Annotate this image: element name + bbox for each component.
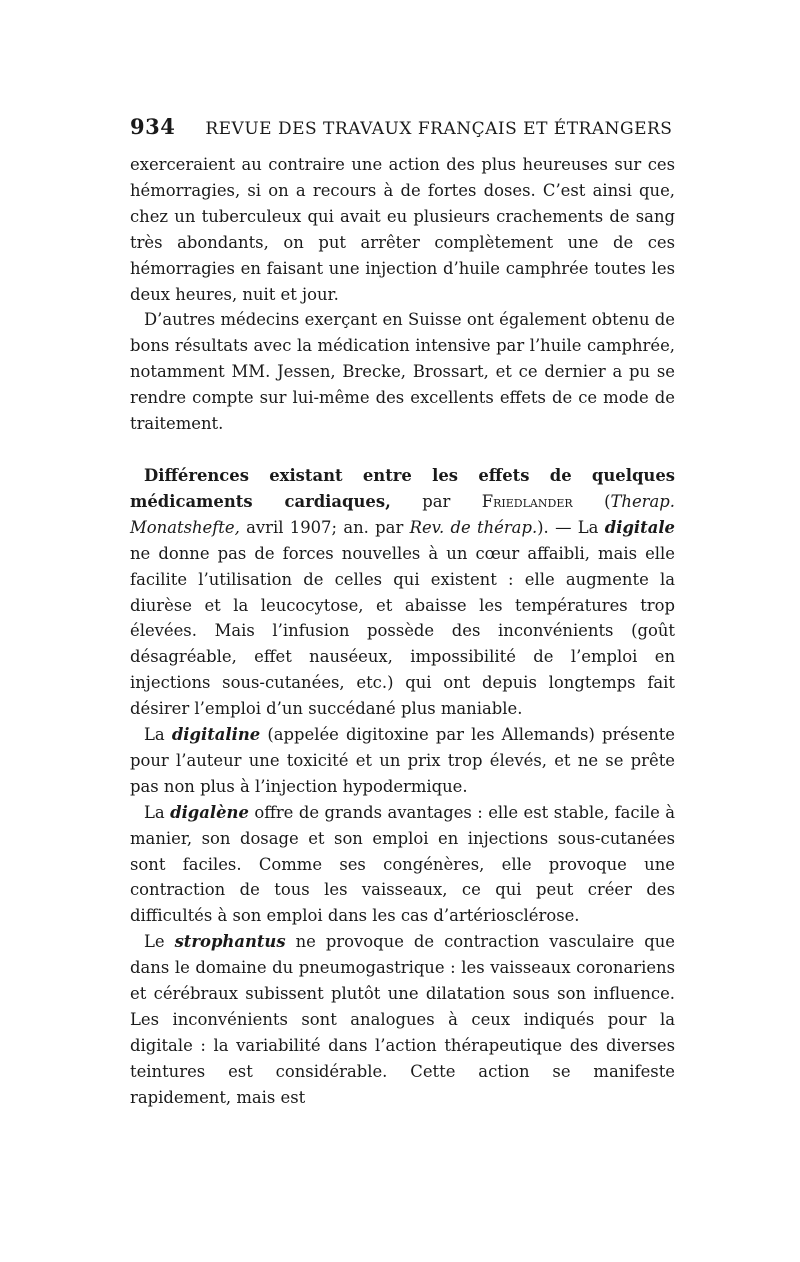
- paragraph-text: ne provoque de contraction vasculaire que dans le domaine du pneumogastrique : les vaisseaux coronariens et cérébraux subissent plutôt une dilatation sous son influence. Les inconvénients sont analogues à ceux indiqués pour la digitale : la variabilité dans l’action thérapeutique des diverses teintures est considérable. Cette action se manifeste rapidement, mais est: [130, 932, 675, 1107]
- article-review: Rev. de thérap.: [409, 517, 538, 537]
- drug-digalene: digalène: [170, 802, 249, 822]
- drug-strophantus: strophantus: [174, 932, 286, 952]
- drug-digitaline: digitaline: [171, 725, 261, 745]
- article-title: Différences existant entre les effets de quelques médicaments cardiaques,: [130, 465, 675, 511]
- article-date: avril 1907; an. par: [239, 517, 410, 537]
- paragraph-2: D’autres médecins exerçant en Suisse ont également obtenu de bons résultats avec la médication intensive par l’huile camphrée, notamment MM. Jessen, Brecke, Brossart, et ce dernier a pu se rendre compte sur lui-même des excellents effets de ce mode de traitement.: [130, 310, 675, 434]
- lead-text: La: [144, 725, 172, 745]
- article-ref-close: ). — La: [537, 517, 605, 537]
- lead-text: Le: [144, 932, 175, 952]
- paragraph-1: exerceraient au contraire une action des plus heureuses sur ces hémorragies, si on a recours à de fortes doses. C’est ainsi que, chez un tuberculeux qui avait eu plusieurs crachements de sang très abondants, on put arrêter complètement une de ces hémorragies en faisant une injection d’huile camphrée toutes les deux heures, nuit et jour.: [130, 155, 675, 304]
- paragraph-strophantus: [130, 929, 675, 1110]
- article-body: ne donne pas de forces nouvelles à un cœur affaibli, mais elle facilite l’utilisation de celles qui existent : elle augmente la diurèse et la leucocytose, et abaisse les températures trop élevées. Mais l’infusion possède des inconvénients (goût désagréable, effet nauséeux, impossibilité de l’emploi en injections sous-cutanées, etc.) qui ont depuis longtemps fait désirer l’emploi d’un succédané plus maniable.: [130, 543, 675, 719]
- article-paragraph: [130, 463, 675, 722]
- article-journal: Therap. Monatshefte,: [130, 491, 675, 537]
- running-header: [130, 114, 675, 139]
- drug-digitale: digitale: [604, 517, 675, 537]
- paragraph-text: offre de grands avantages : elle est stable, facile à manier, son dosage et son emploi en injections sous-cutanées sont faciles. Comme ses congénères, elle provoque une contraction de tous les vaisseaux, ce qui peut créer des difficultés à son emploi dans les cas d’artériosclérose.: [130, 802, 675, 926]
- paragraph-digitaline: [130, 722, 675, 800]
- text-body: [130, 152, 675, 1111]
- article-text-par: par: [390, 491, 482, 511]
- paragraph-digalene: [130, 800, 675, 930]
- article-author: Friedlander: [481, 491, 573, 511]
- paragraph-text: (appelée digitoxine par les Allemands) présente pour l’auteur une toxicité et un prix trop élevés, et ne se prête pas non plus à l’injection hypodermique.: [130, 725, 675, 796]
- lead-text: La: [144, 802, 171, 822]
- running-title: REVUE DES TRAVAUX FRANÇAIS ET ÉTRANGERS: [205, 119, 673, 139]
- article-ref-open: (: [572, 491, 611, 511]
- page-number: 934: [130, 114, 176, 139]
